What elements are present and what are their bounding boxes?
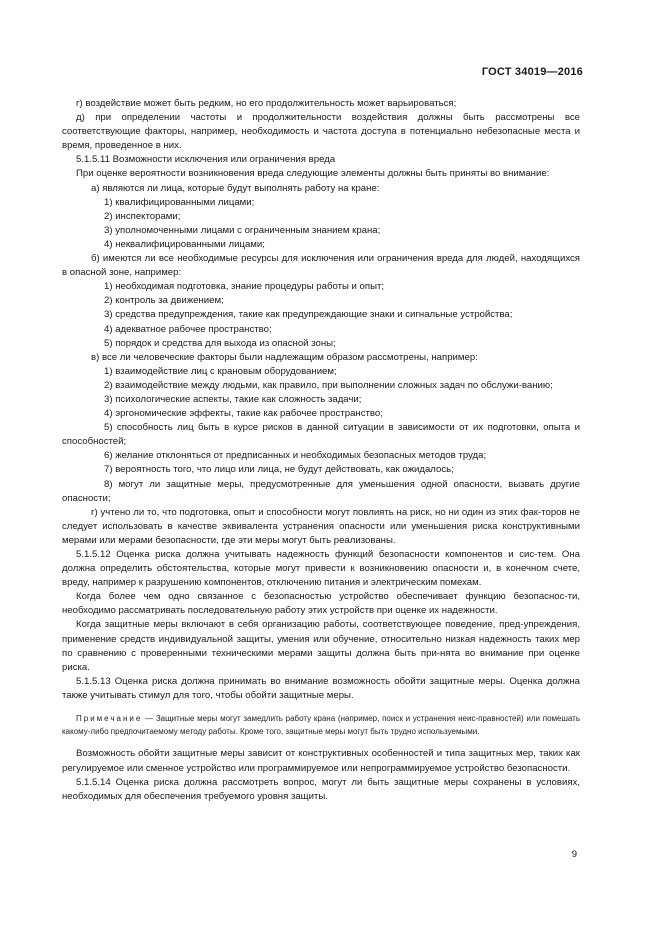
list-item-g2: г) учтено ли то, что подготовка, опыт и способности могут повлиять на риск, но ни один из этих фак-торов не следует использовать в качестве эквивалента устранения опасности или уменьшения риска конструктивными мерами или мерами безопасности, где эти меры могут быть реализованы. xyxy=(62,506,580,546)
sub-list-item: 8) могут ли защитные меры, предусмотренные для уменьшения одной опасности, вызвать другие опасности; xyxy=(62,478,580,504)
document-header: ГОСТ 34019—2016 xyxy=(481,66,583,78)
sub-list-item: 2) взаимодействие между людьми, как правило, при выполнении сложных задач по обслужи-ванию; xyxy=(104,379,553,391)
paragraph: Когда более чем одно связанное с безопасностью устройство обеспечивает функцию безопаснос-ти, необходимо рассматривать последовательную работу этих устройств при оценке их надежности. xyxy=(62,591,580,617)
sub-list-item: 1) квалифицированными лицами; xyxy=(104,196,255,208)
note-text: — Защитные меры могут замедлить работу крана (например, поиск и устранения неис-правностей) или помешать какому-либо предпочитаемому методу работы. Кроме того, защитные меры могут быть трудно используемыми. xyxy=(62,714,580,737)
note xyxy=(62,712,580,738)
section-heading-5-1-5-11: 5.1.5.11 Возможности исключения или ограничения вреда xyxy=(76,154,336,166)
list-item-a: а) являются ли лица, которые будут выполнять работу на кране: xyxy=(91,182,380,194)
sub-list-item: 6) желание отклоняться от предписанных и необходимых безопасных методов труда; xyxy=(104,450,487,462)
list-item-d: д) при определении частоты и продолжительности воздействия должны быть рассмотрены все соответствующие факторы, например, необходимость и частота доступа в потенциально небезопасные места и время, проведенное в них. xyxy=(62,112,580,152)
paragraph: Когда защитные меры включают в себя организацию работы, соответствующее поведение, пред-упреждения, применение средств индивидуальной защиты, умения или обучение, относительно низкая надежность таких мер по сравнению с проверенными техническими мерами защиты должна быть при-нята во внимание при оценке риска. xyxy=(62,619,580,673)
sub-list-item: 5) способность лиц быть в курсе рисков в данной ситуации в зависимости от их подготовки, опыта и способностей; xyxy=(62,422,580,448)
sub-list-item: 2) контроль за движением; xyxy=(104,295,224,307)
list-item-v: в) все ли человеческие факторы были надлежащим образом рассмотрены, например: xyxy=(91,351,478,363)
section-paragraph-5-1-5-12: 5.1.5.12 Оценка риска должна учитывать надежность функций безопасности компонентов и сис-тем. Она должна определить обстоятельства, которые могут привести к возникновению опасности и, в конечном счете, вреду, например к разрушению компонентов, отключению питания и электрическим помехам. xyxy=(62,549,580,589)
page-number: 9 xyxy=(571,849,577,860)
sub-list-item: 1) необходимая подготовка, знание процедуры работы и опыт; xyxy=(104,281,385,293)
sub-list-item: 3) средства предупреждения, такие как предупреждающие знаки и сигнальные устройства; xyxy=(104,309,513,321)
section-paragraph-5-1-5-14: 5.1.5.14 Оценка риска должна рассмотреть вопрос, могут ли быть защитные меры сохранены в условиях, необходимых для обеспечения требуемого уровня защиты. xyxy=(62,776,580,802)
paragraph: При оценке вероятности возникновения вреда следующие элементы должны быть приняты во внимание: xyxy=(76,168,550,180)
sub-list-item: 5) порядок и средства для выхода из опасной зоны; xyxy=(104,337,336,349)
sub-list-item: 4) эргономические эффекты, такие как рабочее пространство; xyxy=(104,408,383,420)
list-item-b: б) имеются ли все необходимые ресурсы для исключения или ограничения вреда для людей, находящихся в опасной зоне, например: xyxy=(62,253,580,279)
sub-list-item: 4) неквалифицированными лицами; xyxy=(104,238,265,250)
sub-list-item: 4) адекватное рабочее пространство; xyxy=(104,323,272,335)
sub-list-item: 2) инспекторами; xyxy=(104,210,181,222)
paragraph: Возможность обойти защитные меры зависит от конструктивных особенностей и типа защитных мер, таких как регулируемое или сменное устройство или программируемое или непрограммируемое устройство безопасности. xyxy=(62,748,580,774)
sub-list-item: 3) психологические аспекты, такие как сложность задачи; xyxy=(104,393,362,405)
note-label: Примечание xyxy=(76,714,143,724)
document-body xyxy=(62,97,580,804)
sub-list-item: 3) уполномоченными лицами с ограниченным знанием крана; xyxy=(104,224,381,236)
list-item-g: г) воздействие может быть редким, но его продолжительность может варьироваться; xyxy=(76,98,457,109)
sub-list-item: 7) вероятность того, что лицо или лица, не будут действовать, как ожидалось; xyxy=(104,464,454,476)
section-paragraph-5-1-5-13: 5.1.5.13 Оценка риска должна принимать во внимание возможность обойти защитные меры. Оценка должна также учитывать стимул для того, чтобы обойти защитные меры. xyxy=(62,675,580,701)
sub-list-item: 1) взаимодействие лиц с крановым оборудованием; xyxy=(104,365,337,377)
